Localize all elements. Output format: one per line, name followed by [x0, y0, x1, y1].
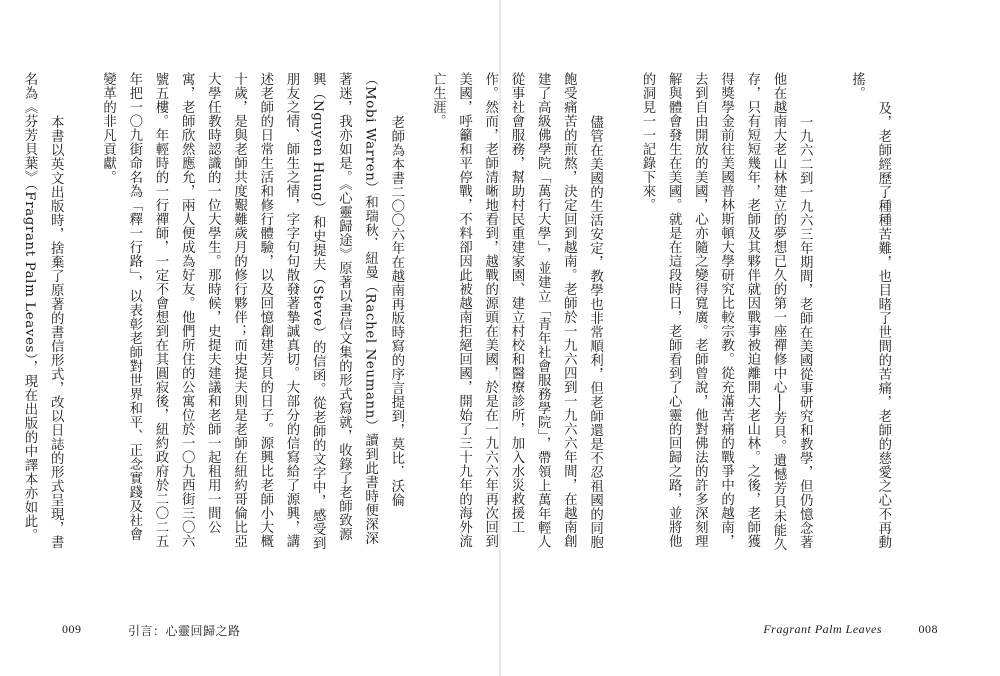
right-page-text — [430, 72, 922, 552]
paragraph: 本書以英文出版時，捨棄了原著的書信形式，改以日誌的形式呈現，書名為《芬芳貝葉》（Fragrant Palm Leaves），現在出版的中譯本亦如此。 — [21, 72, 64, 550]
paragraph: 老師為本書二〇〇六年在越南再版時寫的序言提到，莫比．沃倫（Mobi Warren）和瑞秋．紐曼（Rachel Neumann）讀到此書時便深深著迷，我亦如是。《心靈歸途》原著以書信文集的形式寫就，收錄了老師致源興（Nguyen Hung）和史提夫（Steve）的信函。從老師的文字中，感受到朋友之情、師生之情，字字句句散發著摯誠真切。大部分的信寫給了源興，講述老師的日常生活和修行體驗，以及回憶創建芳貝的日子。源興比老師小大概十歲，是與老師共度艱難歲月的修行夥伴；而史提夫則是老師在紐約哥倫比亞大學任教時認識的一位大學生。那時候，史提夫建議和老師一起租用一間公寓，老師欣然應允，兩人便成為好友。他們所住的公寓位於一〇九西街三〇六號五樓。年輕時的一行禪師，一定不會想到在其圓寂後，紐約政府於二〇二五年把一〇九街命名為「釋一行路」，以表彰老師對世界和平、正念實踐及社會變革的非凡貢獻。 — [100, 72, 404, 551]
running-title: Fragrant Palm Leaves — [763, 622, 882, 636]
page-number: 008 — [918, 622, 938, 636]
paragraph: 儘管在美國的生活安定，教學也非常順利，但老師還是不忍祖國的同胞飽受痛苦的煎熬，決定回到越南。老師於一九六四到一九六六年間，在越南創建了高級佛學院「萬行大學」，並建立「青年社會服務學院」，帶領上萬年輕人從事社會服務，幫助村民重建家園、建立村校和醫療診所，加入水災救援工作。然而，老師清晰地看到，越戰的源頭在美國，於是在一九六六年再次回到美國，呼籲和平停戰，不料卻因此被越南拒絕回國，開始了三十九年的海外流亡生涯。 — [430, 72, 603, 550]
page-number: 009 — [62, 622, 82, 636]
paragraph: 一九六二到一九六三年期間，老師在美國從事研究和教學，但仍憶念著他在越南大老山林建立的夢想已久的第一座禪修中心──芳貝。遺憾芳貝未能久存，只有短短幾年，老師及其夥伴就因戰事被迫離開大老山林。之後，老師獲得獎學金前往美國普林斯頓大學研究比較宗教。從充滿苦痛的戰爭中的越南，去到自由開放的美國，心亦隨之變得寬廣。老師曾說，他對佛法的許多深刻理解與體會發生在美國。就是在這段時日，老師看到了心靈的回歸之路，並將他的洞見一一記錄下來。 — [639, 72, 813, 552]
running-title: 引言：心靈回歸之路 — [128, 624, 241, 638]
paragraph: 及，老師經歷了種種苦難，也目睹了世間的苦痛，老師的慈愛之心不再動搖。 — [849, 72, 891, 550]
right-page — [430, 0, 1000, 676]
left-page-text — [21, 72, 435, 552]
